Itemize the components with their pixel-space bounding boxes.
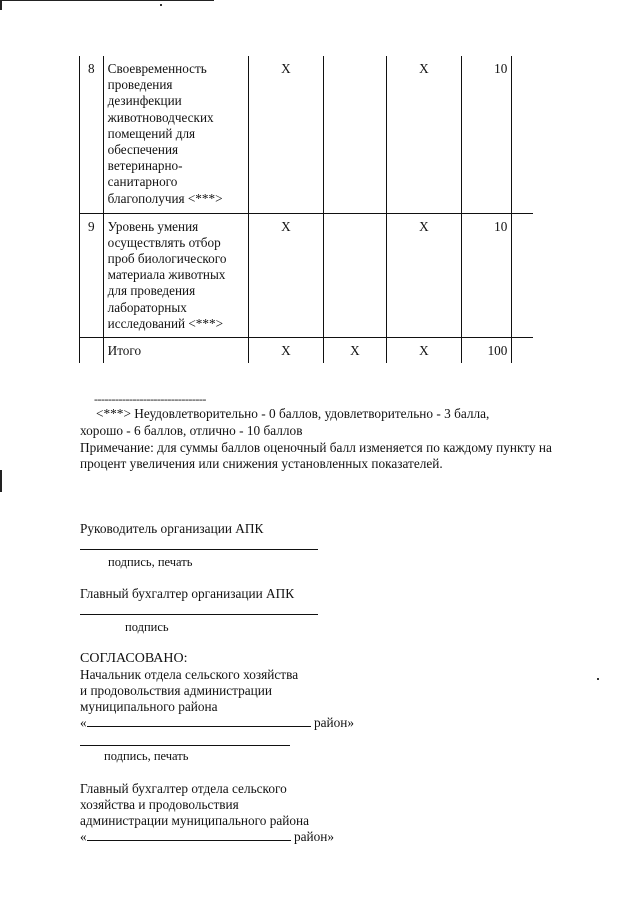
cell-b <box>323 56 386 213</box>
agreed-heading: СОГЛАСОВАНО: <box>80 651 188 666</box>
footnote-line: <***> Неудовлетворительно - 0 баллов, удовлетворительно - 3 балла, <box>96 406 490 421</box>
accountant-signature-line <box>80 614 318 615</box>
dept-head-caption: подпись, печать <box>104 749 189 763</box>
quote-open: « <box>80 715 87 730</box>
dept-acc-line: хозяйства и продовольствия <box>80 797 239 812</box>
footnote-separator: -------------------------------- <box>94 392 206 406</box>
head-caption: подпись, печать <box>108 555 193 569</box>
cell-extra <box>512 337 533 363</box>
dept-acc-line: Главный бухгалтер отдела сельского <box>80 781 287 796</box>
top-rule <box>0 0 214 1</box>
quote-open: « <box>80 829 87 844</box>
criterion-name: Уровень умения осуществлять отбор проб биологического материала животных для проведения лабораторных исследований <***> <box>103 213 248 337</box>
head-signature-line <box>80 549 318 550</box>
dept-head-line: Начальник отдела сельского хозяйства <box>80 667 299 682</box>
cell-extra <box>512 56 533 213</box>
cell-a: Х <box>248 337 323 363</box>
dept-head-line: муниципального района <box>80 699 218 714</box>
scan-dot <box>597 678 599 680</box>
district-suffix: район» <box>290 829 335 844</box>
footnote-line: хорошо - 6 баллов, отлично - 10 баллов <box>80 423 303 438</box>
cell-extra <box>512 213 533 337</box>
scan-dot <box>160 4 162 6</box>
cell-b: Х <box>323 337 386 363</box>
cell-c: Х <box>386 213 461 337</box>
row-number: 9 <box>80 213 104 337</box>
remark-line: процент увеличения или снижения установленных показателей. <box>80 456 443 471</box>
district-field <box>80 715 354 731</box>
cell-a: Х <box>248 56 323 213</box>
accountant-caption: подпись <box>125 620 169 634</box>
cell-c: Х <box>386 56 461 213</box>
criterion-name: Итого <box>103 337 248 363</box>
dept-acc-line: администрации муниципального района <box>80 813 310 828</box>
head-title: Руководитель организации АПК <box>80 521 264 536</box>
cell-score: 100 <box>461 337 511 363</box>
row-number <box>80 337 104 363</box>
dept-head-line: и продовольствия администрации <box>80 683 272 698</box>
row-number: 8 <box>80 56 104 213</box>
cell-c: Х <box>386 337 461 363</box>
scores-table <box>79 56 533 363</box>
cell-b <box>323 213 386 337</box>
remark-line: Примечание: для суммы баллов оценочный балл изменяется по каждому пункту на <box>80 440 552 455</box>
district-name-input <box>87 840 291 841</box>
margin-mark <box>0 0 2 10</box>
accountant-title: Главный бухгалтер организации АПК <box>80 586 295 601</box>
district-suffix: район» <box>310 715 355 730</box>
criterion-name: Своевременность проведения дезинфекции животноводческих помещений для обеспечения ветеринарно- санитарного благополучия <***> <box>103 56 248 213</box>
cell-a: Х <box>248 213 323 337</box>
district-name-input <box>87 726 311 727</box>
table-row <box>80 56 534 213</box>
margin-mark <box>0 470 2 492</box>
table-row-total <box>80 337 534 363</box>
cell-score: 10 <box>461 56 511 213</box>
cell-score: 10 <box>461 213 511 337</box>
dept-head-signature-line <box>80 745 290 746</box>
table-row <box>80 213 534 337</box>
district-field <box>80 829 334 845</box>
